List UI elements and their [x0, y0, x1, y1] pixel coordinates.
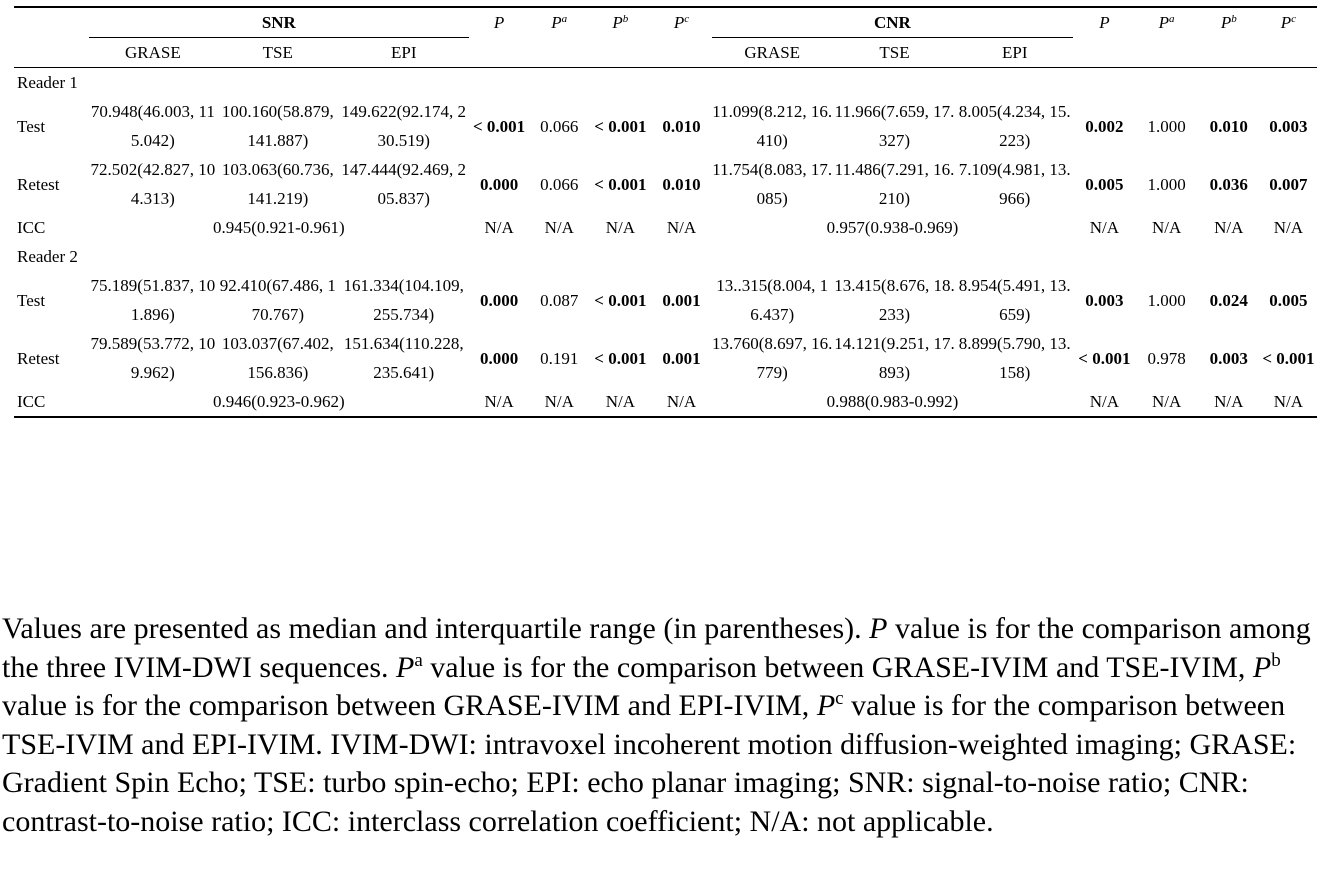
- cnr-pb: 0.010: [1209, 116, 1248, 136]
- cnr-pb: 0.024: [1209, 290, 1248, 310]
- snr-icc: 0.945(0.921-0.961): [212, 218, 345, 237]
- snr-pa: N/A: [544, 218, 574, 237]
- snr-p: N/A: [469, 387, 529, 417]
- reader-label: Reader 1: [17, 73, 78, 92]
- header-row-sequences: [14, 38, 1317, 68]
- header-cnr-epi: EPI: [1001, 43, 1028, 62]
- snr-p: N/A: [484, 218, 514, 237]
- header-cnr-pa: $P^a$: [1135, 7, 1197, 38]
- header-cnr-tse: TSE: [879, 43, 910, 62]
- snr-grase: 72.502(42.827, 104.313): [90, 160, 216, 208]
- header-cnr-p: P: [1073, 7, 1135, 38]
- cnr-tse: 14.121(9.251, 17.893): [834, 334, 955, 382]
- snr-tse: 103.037(67.402, 156.836): [221, 334, 334, 382]
- table-row: [14, 155, 1317, 213]
- snr-grase: 70.948(46.003, 115.042): [90, 102, 215, 150]
- cnr-pc: 0.007: [1269, 174, 1308, 194]
- cnr-grase: 13.760(8.697, 16.779): [711, 334, 833, 382]
- icc-row: [14, 213, 1317, 242]
- snr-epi: 151.634(110.228, 235.641): [343, 334, 464, 382]
- snr-p: < 0.001: [473, 116, 526, 136]
- snr-pc: N/A: [666, 218, 697, 237]
- snr-p: 0.000: [479, 348, 519, 368]
- header-cnr-pb: $P^b$: [1198, 7, 1260, 38]
- cnr-p: 0.005: [1085, 174, 1124, 194]
- row-label: Test: [17, 116, 46, 136]
- snr-epi: 161.334(104.109, 255.734): [343, 276, 464, 324]
- snr-pb: N/A: [589, 387, 651, 417]
- header-snr-pc: $P^c$: [651, 7, 711, 38]
- results-table: [14, 6, 1317, 418]
- header-snr-epi: EPI: [390, 43, 417, 62]
- row-label: Retest: [17, 174, 60, 194]
- snr-tse: 100.160(58.879, 141.887): [221, 102, 334, 150]
- header-empty: [14, 7, 89, 38]
- reader1-row: [14, 68, 1317, 98]
- snr-pc: N/A: [651, 387, 711, 417]
- cnr-epi: 8.899(5.790, 13.158): [958, 334, 1071, 382]
- row-label: ICC: [14, 387, 89, 417]
- header-cnr-pc: $P^c$: [1260, 7, 1317, 38]
- cnr-p: N/A: [1089, 218, 1120, 237]
- row-label: Test: [17, 290, 46, 310]
- header-row-groups: [14, 7, 1317, 38]
- cnr-icc: 0.988(0.983-0.992): [712, 387, 1074, 417]
- cnr-pb: N/A: [1214, 218, 1244, 237]
- cnr-pb: 0.003: [1209, 348, 1248, 368]
- reader2-row: [14, 242, 1317, 271]
- cnr-p: N/A: [1073, 387, 1135, 417]
- cnr-pc: 0.005: [1269, 290, 1308, 310]
- cnr-grase: 13..315(8.004, 16.437): [716, 276, 829, 324]
- cnr-p: 0.002: [1085, 116, 1124, 136]
- snr-grase: 79.589(53.772, 109.962): [90, 334, 216, 382]
- header-snr-p: P: [469, 7, 529, 38]
- snr-pc: 0.010: [662, 116, 701, 136]
- snr-pa: 0.087: [540, 290, 579, 310]
- reader-label: Reader 2: [17, 247, 78, 266]
- snr-pa: 0.191: [540, 348, 579, 368]
- row-label: Retest: [17, 348, 60, 368]
- header-snr: SNR: [89, 7, 469, 38]
- cnr-pb: N/A: [1198, 387, 1260, 417]
- icc-row: [14, 387, 1317, 417]
- table-row: [14, 97, 1317, 155]
- cnr-pc: 0.003: [1269, 116, 1308, 136]
- snr-pc: 0.001: [662, 290, 701, 310]
- cnr-pa: 1.000: [1147, 116, 1186, 136]
- cnr-icc: 0.957(0.938-0.969): [826, 218, 959, 237]
- snr-tse: 103.063(60.736, 141.219): [221, 160, 334, 208]
- cnr-pc: < 0.001: [1262, 348, 1315, 368]
- snr-pb: N/A: [605, 218, 635, 237]
- table-footnote: Values are presented as median and interquartile range (in parentheses). P value is for the comparison among the three IVIM-DWI sequences. $P^a$ value is for the comparison between GRASE-IVIM and TSE-IVIM, $P^b$ value is for the comparison between GRASE-IVIM and EPI-IVIM, $P^c$ value is for the comparison between TSE-IVIM and EPI-IVIM. IVIM-DWI: intravoxel incoherent motion diffusion-weighted imaging; GRASE: Gradient Spin Echo; TSE: turbo spin-echo; EPI: echo planar imaging; SNR: signal-to-noise ratio; CNR: contrast-to-noise ratio; ICC: interclass correlation coefficient; N/A: not applicable.: [2, 612, 1311, 838]
- snr-pb: < 0.001: [594, 116, 647, 136]
- snr-tse: 92.410(67.486, 170.767): [219, 276, 336, 324]
- cnr-epi: 8.954(5.491, 13.659): [958, 276, 1071, 324]
- cnr-pa: N/A: [1151, 218, 1182, 237]
- snr-pa: 0.066: [540, 116, 579, 136]
- snr-pb: < 0.001: [594, 174, 647, 194]
- cnr-pc: N/A: [1273, 218, 1304, 237]
- snr-pa: 0.066: [540, 174, 579, 194]
- header-snr-tse: TSE: [262, 43, 293, 62]
- snr-grase: 75.189(51.837, 101.896): [90, 276, 216, 324]
- snr-pa: N/A: [529, 387, 589, 417]
- cnr-grase: 11.099(8.212, 16.410): [712, 102, 833, 150]
- cnr-p: 0.003: [1085, 290, 1124, 310]
- snr-p: 0.000: [479, 290, 519, 310]
- snr-icc: 0.946(0.923-0.962): [89, 387, 469, 417]
- cnr-pc: N/A: [1260, 387, 1317, 417]
- cnr-p: < 0.001: [1078, 348, 1131, 368]
- header-cnr-grase: GRASE: [744, 43, 801, 62]
- header-snr-pa: $P^a$: [529, 7, 589, 38]
- cnr-pa: 1.000: [1147, 174, 1186, 194]
- row-label: ICC: [17, 218, 46, 237]
- cnr-tse: 11.486(7.291, 16.210): [834, 160, 955, 208]
- snr-pc: 0.010: [662, 174, 701, 194]
- cnr-epi: 8.005(4.234, 15.223): [958, 102, 1071, 150]
- cnr-pa: 0.978: [1147, 348, 1186, 368]
- snr-pc: 0.001: [662, 348, 701, 368]
- snr-p: 0.000: [479, 174, 519, 194]
- cnr-grase: 11.754(8.083, 17.085): [712, 160, 833, 208]
- snr-epi: 149.622(92.174, 230.519): [341, 102, 467, 150]
- cnr-pa: 1.000: [1147, 290, 1186, 310]
- header-empty: [14, 38, 89, 68]
- snr-pb: < 0.001: [594, 290, 647, 310]
- cnr-epi: 7.109(4.981, 13.966): [958, 160, 1071, 208]
- snr-epi: 147.444(92.469, 205.837): [341, 160, 467, 208]
- header-cnr: CNR: [712, 7, 1074, 38]
- header-snr-grase: GRASE: [125, 43, 181, 62]
- table-row: [14, 271, 1317, 329]
- cnr-pb: 0.036: [1209, 174, 1248, 194]
- cnr-pa: N/A: [1135, 387, 1197, 417]
- table-row: [14, 329, 1317, 387]
- cnr-tse: 11.966(7.659, 17.327): [834, 102, 955, 150]
- cnr-tse: 13.415(8.676, 18.233): [834, 276, 955, 324]
- snr-pb: < 0.001: [594, 348, 647, 368]
- header-snr-pb: $P^b$: [589, 7, 651, 38]
